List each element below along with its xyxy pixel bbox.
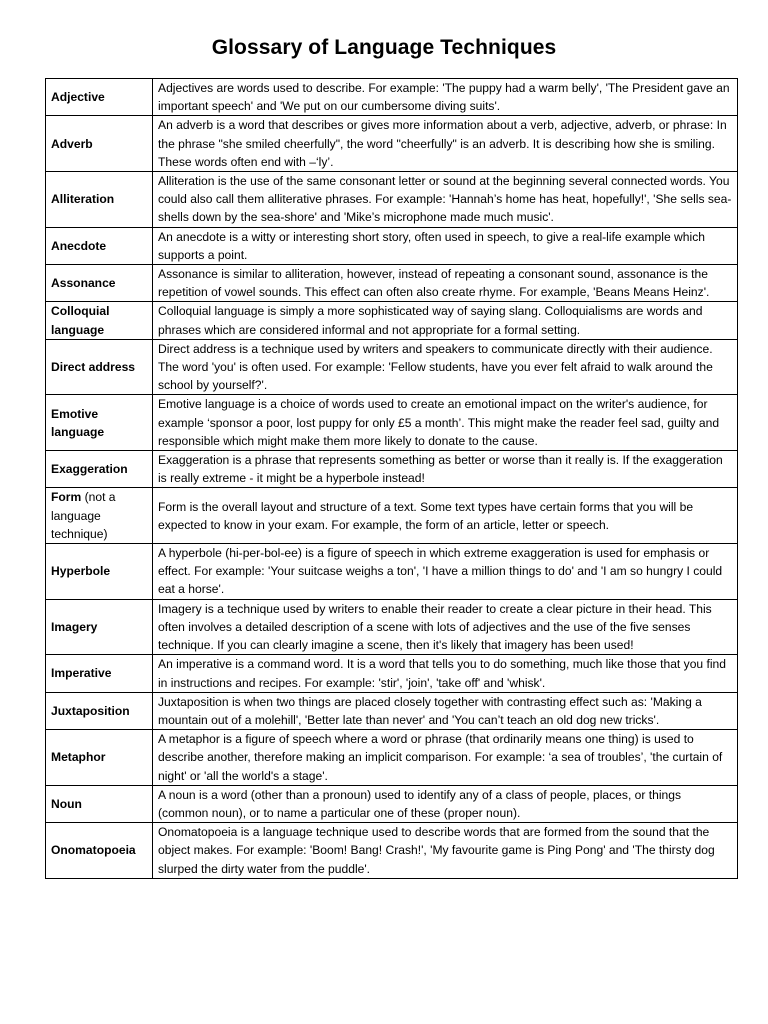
glossary-table bbox=[45, 78, 738, 879]
table-row bbox=[46, 544, 738, 600]
term-name: Juxtaposition bbox=[51, 703, 130, 718]
definition-cell: Adjectives are words used to describe. For example: 'The puppy had a warm belly', 'The President gave an important speech' and 'We put on our cumbersome diving suits'. bbox=[153, 79, 738, 116]
definition-cell: Alliteration is the use of the same consonant letter or sound at the beginning several connected words. You could also call them alliterative phrases. For example: 'Hannah’s home has heat, hopefully!', 'She sells sea-shells down by the sea-shore' and 'Mike’s microphone made much music'. bbox=[153, 172, 738, 228]
term-note: (not a language technique) bbox=[51, 490, 116, 541]
definition-cell: Exaggeration is a phrase that represents something as better or worse than it really is. If the exaggeration is really extreme - it might be a hyperbole instead! bbox=[153, 451, 738, 488]
definition-cell: Form is the overall layout and structure of a text. Some text types have certain forms that you will be expected to know in your exam. For example, the form of an article, letter or speech. bbox=[153, 488, 738, 544]
term-cell bbox=[46, 785, 153, 822]
table-row bbox=[46, 302, 738, 339]
term-cell bbox=[46, 116, 153, 172]
term-name: Direct address bbox=[51, 360, 136, 375]
table-row bbox=[46, 488, 738, 544]
table-row bbox=[46, 730, 738, 786]
definition-cell: Onomatopoeia is a language technique used to describe words that are formed from the sound that the object makes. For example: 'Boom! Bang! Crash!', 'My favourite game is Ping Pong' and 'The thirsty dog slurped the dirty water from the puddle'. bbox=[153, 823, 738, 879]
term-name: Onomatopoeia bbox=[51, 843, 136, 858]
term-cell bbox=[46, 692, 153, 729]
definition-cell: An adverb is a word that describes or gives more information about a verb, adjective, adverb, or phrase: In the phrase "she smiled cheerfully", the word "cheerfully" is an adverb. It is describing how she is smiling. These words often end with –‘ly’. bbox=[153, 116, 738, 172]
definition-cell: An anecdote is a witty or interesting short story, often used in speech, to give a real-life example which supports a point. bbox=[153, 227, 738, 264]
table-row bbox=[46, 227, 738, 264]
term-cell bbox=[46, 544, 153, 600]
definition-cell: A noun is a word (other than a pronoun) used to identify any of a class of people, places, or things (common noun), or to name a particular one of these (proper noun). bbox=[153, 785, 738, 822]
definition-cell: Colloquial language is simply a more sophisticated way of saying slang. Colloquialisms are words and phrases which are considered informal and not appropriate for a formal setting. bbox=[153, 302, 738, 339]
page-title: Glossary of Language Techniques bbox=[211, 36, 557, 59]
definition-cell: A metaphor is a figure of speech where a word or phrase (that ordinarily means one thing) is used to describe another, therefore making an implicit comparison. For example: ‘a sea of troubles’, 'the curtain of night' or 'all the world's a stage'. bbox=[153, 730, 738, 786]
term-name: Emotive language bbox=[51, 406, 105, 439]
term-name: Adjective bbox=[51, 90, 105, 105]
table-row bbox=[46, 655, 738, 692]
table-row bbox=[46, 692, 738, 729]
term-cell bbox=[46, 79, 153, 116]
term-cell bbox=[46, 395, 153, 451]
term-cell bbox=[46, 302, 153, 339]
term-name: Anecdote bbox=[51, 238, 107, 253]
table-row bbox=[46, 79, 738, 116]
term-cell bbox=[46, 451, 153, 488]
definition-cell: Imagery is a technique used by writers to enable their reader to create a clear picture in their head. This often involves a detailed description of a scene with lots of adjectives and the use of the five senses technique. If you can clearly imagine a scene, then it's likely that imagery has been used! bbox=[153, 599, 738, 655]
definition-cell: A hyperbole (hi-per-bol-ee) is a figure of speech in which extreme exaggeration is used for emphasis or effect. For example: 'Your suitcase weighs a ton', 'I have a million things to do' and 'I am so hungry I could eat a horse'. bbox=[153, 544, 738, 600]
term-name: Form bbox=[51, 490, 82, 505]
term-name: Hyperbole bbox=[51, 564, 111, 579]
table-row bbox=[46, 599, 738, 655]
term-cell bbox=[46, 488, 153, 544]
term-cell bbox=[46, 730, 153, 786]
table-row bbox=[46, 116, 738, 172]
term-cell bbox=[46, 823, 153, 879]
term-name: Adverb bbox=[51, 136, 93, 151]
glossary-body bbox=[46, 79, 738, 879]
term-cell bbox=[46, 599, 153, 655]
term-name: Alliteration bbox=[51, 192, 115, 207]
definition-cell: Juxtaposition is when two things are placed closely together with contrasting effect such as: 'Making a mountain out of a molehill', 'Better late than never' and 'You can’t teach an old dog new tricks'. bbox=[153, 692, 738, 729]
term-name: Colloquial language bbox=[51, 304, 110, 337]
definition-cell: An imperative is a command word. It is a word that tells you to do something, much like those that you find in instructions and recipes. For example: 'stir', 'join', 'take off' and 'whisk'. bbox=[153, 655, 738, 692]
table-row bbox=[46, 395, 738, 451]
term-name: Exaggeration bbox=[51, 462, 128, 477]
table-row bbox=[46, 265, 738, 302]
term-name: Noun bbox=[51, 796, 82, 811]
definition-cell: Emotive language is a choice of words used to create an emotional impact on the writer's audience, for example ‘sponsor a poor, lost puppy for only £5 a month’. This might make the reader feel sad, guilty and responsible which might make them more likely to donate to the cause. bbox=[153, 395, 738, 451]
term-name: Metaphor bbox=[51, 750, 106, 765]
definition-cell: Assonance is similar to alliteration, however, instead of repeating a consonant sound, assonance is the repetition of vowel sounds. This effect can often also create rhyme. For example, 'Beans Means Heinz'. bbox=[153, 265, 738, 302]
term-cell bbox=[46, 172, 153, 228]
term-cell bbox=[46, 655, 153, 692]
term-cell bbox=[46, 339, 153, 395]
table-row bbox=[46, 823, 738, 879]
term-cell bbox=[46, 227, 153, 264]
table-row bbox=[46, 785, 738, 822]
table-row bbox=[46, 451, 738, 488]
definition-cell: Direct address is a technique used by writers and speakers to communicate directly with their audience. The word 'you' is often used. For example: 'Fellow students, have you ever felt afraid to walk around the school by yourself?'. bbox=[153, 339, 738, 395]
term-name: Assonance bbox=[51, 276, 116, 291]
table-row bbox=[46, 339, 738, 395]
table-row bbox=[46, 172, 738, 228]
term-name: Imagery bbox=[51, 619, 98, 634]
term-name: Imperative bbox=[51, 666, 112, 681]
term-cell bbox=[46, 265, 153, 302]
